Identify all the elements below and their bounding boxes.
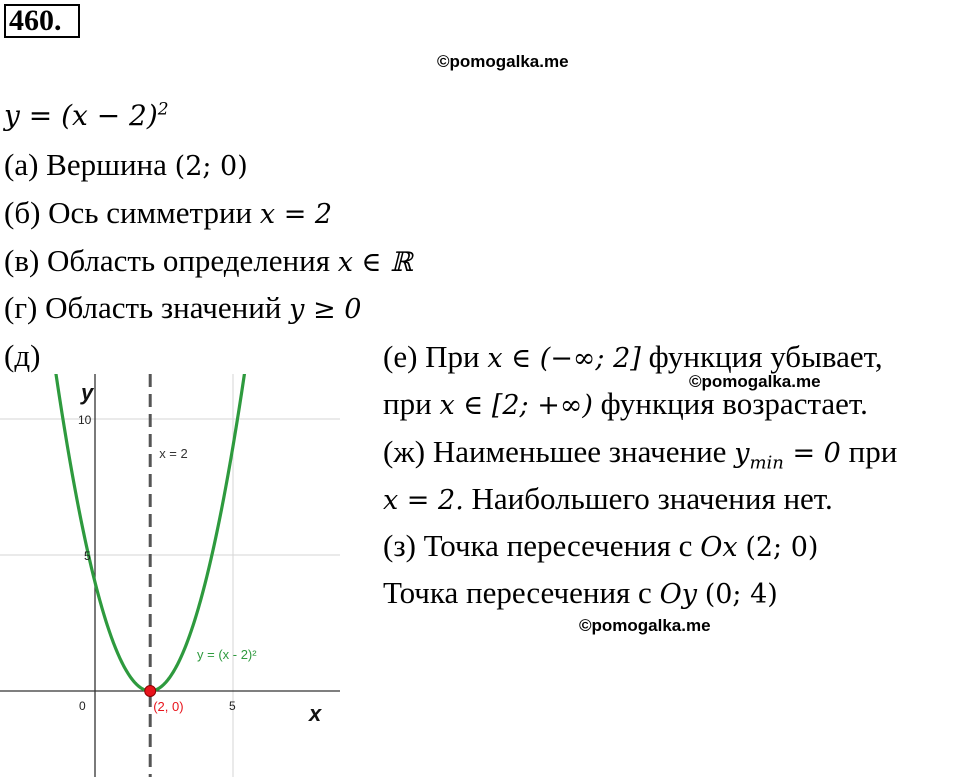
axes — [0, 374, 340, 777]
grid — [0, 374, 340, 777]
problem-number: 460. — [4, 4, 80, 38]
watermark-middle: ©pomogalka.me — [689, 372, 821, 391]
watermark-top: ©pomogalka.me — [437, 52, 569, 71]
item-zh-line2: x = 2. Наибольшего значения нет. — [383, 481, 833, 516]
x-tick-label-0: 0 — [79, 699, 86, 713]
x-axis-label: x — [309, 701, 322, 726]
item-b: (б) Ось симметрии x = 2 — [4, 195, 333, 230]
watermark-bottom: ©pomogalka.me — [579, 616, 711, 635]
item-a: (а) Вершина (2; 0) — [4, 147, 248, 182]
item-e-line2: при x ∈ [2; +∞) функция возрастает. — [383, 386, 868, 421]
graph-labels — [78, 380, 322, 726]
function-graph — [0, 374, 340, 777]
y-tick-label-10: 10 — [78, 413, 92, 427]
vertex-label: (2, 0) — [153, 699, 184, 714]
item-v: (в) Область определения x ∈ ℝ — [4, 243, 413, 278]
vertex-point — [145, 686, 156, 697]
y-tick-label-5: 5 — [84, 549, 91, 563]
item-z-line2: Точка пересечения с Oy (0; 4) — [383, 575, 778, 610]
item-zh-line1: (ж) Наименьшее значение $y_{min} = 0$ при — [383, 434, 898, 474]
equation: $y = (x - 2)^2$ — [4, 99, 169, 132]
item-g: (г) Область значений y ≥ 0 — [4, 290, 362, 325]
item-z-line1: (з) Точка пересечения с Ox (2; 0) — [383, 528, 819, 563]
x-tick-label-5: 5 — [229, 699, 236, 713]
symmetry-line-label: x = 2 — [159, 446, 188, 461]
item-e-line1: (е) При x ∈ (−∞; 2] функция убывает, — [383, 339, 883, 374]
curve-label: y = (x - 2)² — [197, 647, 257, 662]
y-axis-label: y — [81, 380, 94, 405]
item-d: (д) — [4, 338, 41, 373]
